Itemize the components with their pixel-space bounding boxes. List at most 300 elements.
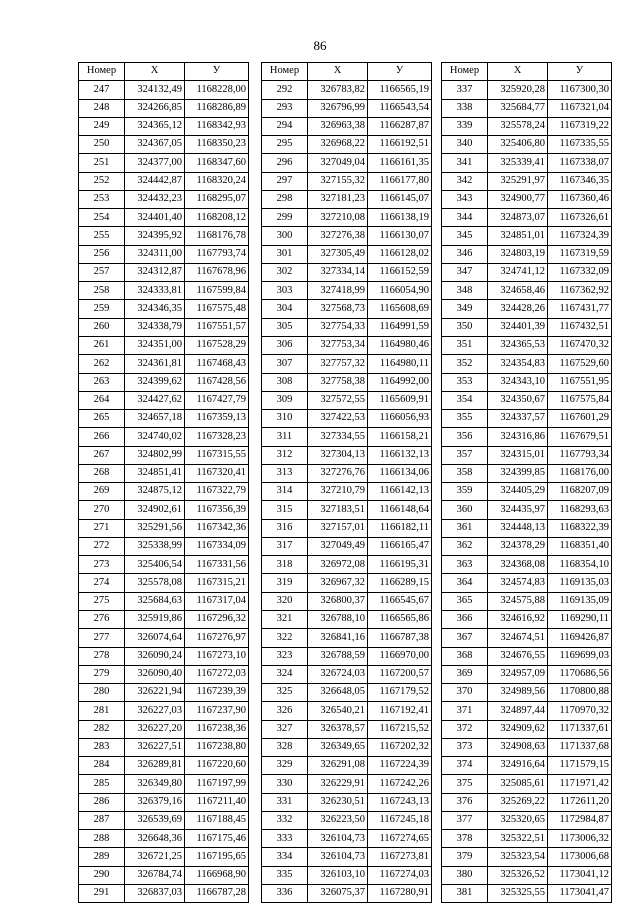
- x-coordinate: 326837,03: [125, 884, 185, 902]
- y-coordinate: 1167245,18: [368, 811, 432, 829]
- table-row: [442, 410, 612, 428]
- point-number: 366: [442, 610, 488, 628]
- point-number: 254: [79, 209, 125, 227]
- x-coordinate: 324316,86: [488, 428, 548, 446]
- x-coordinate: 326090,40: [125, 665, 185, 683]
- y-coordinate: 1169699,03: [548, 647, 612, 665]
- table-row: [442, 227, 612, 245]
- y-coordinate: 1173041,12: [548, 866, 612, 884]
- point-number: 315: [262, 501, 308, 519]
- x-coordinate: 325323,54: [488, 848, 548, 866]
- x-coordinate: 324399,62: [125, 373, 185, 391]
- point-number: 307: [262, 355, 308, 373]
- y-coordinate: 1166138,19: [368, 209, 432, 227]
- table-row: [262, 81, 432, 99]
- x-coordinate: 324957,09: [488, 665, 548, 683]
- table-row: [442, 884, 612, 902]
- table-row: [442, 136, 612, 154]
- x-coordinate: 325339,41: [488, 154, 548, 172]
- point-number: 346: [442, 245, 488, 263]
- table-row: [442, 483, 612, 501]
- table-row: [79, 99, 249, 117]
- table-row: [262, 501, 432, 519]
- y-coordinate: 1166132,13: [368, 446, 432, 464]
- y-coordinate: 1168354,10: [548, 556, 612, 574]
- table-row: [79, 866, 249, 884]
- x-coordinate: 326223,50: [308, 811, 368, 829]
- y-coordinate: 1165609,91: [368, 391, 432, 409]
- table-row: [262, 336, 432, 354]
- table-row: [262, 738, 432, 756]
- point-number: 285: [79, 775, 125, 793]
- y-coordinate: 1167528,29: [185, 336, 249, 354]
- point-number: 328: [262, 738, 308, 756]
- point-number: 348: [442, 282, 488, 300]
- x-coordinate: 324350,67: [488, 391, 548, 409]
- table-row: [262, 464, 432, 482]
- point-number: 333: [262, 830, 308, 848]
- point-number: 255: [79, 227, 125, 245]
- x-coordinate: 324337,57: [488, 410, 548, 428]
- table-row: [262, 775, 432, 793]
- x-coordinate: 326796,99: [308, 99, 368, 117]
- y-coordinate: 1167220,60: [185, 757, 249, 775]
- x-coordinate: 324395,92: [125, 227, 185, 245]
- coordinate-table-3: [441, 62, 612, 903]
- y-coordinate: 1166177,80: [368, 172, 432, 190]
- table-row: [262, 446, 432, 464]
- y-coordinate: 1166128,02: [368, 245, 432, 263]
- x-coordinate: 326227,03: [125, 702, 185, 720]
- x-coordinate: 324902,61: [125, 501, 185, 519]
- table-row: [79, 355, 249, 373]
- point-number: 248: [79, 99, 125, 117]
- y-coordinate: 1167332,09: [548, 263, 612, 281]
- table-row: [262, 793, 432, 811]
- x-coordinate: 326378,57: [308, 720, 368, 738]
- table-row: [442, 811, 612, 829]
- point-number: 259: [79, 300, 125, 318]
- y-coordinate: 1172611,20: [548, 793, 612, 811]
- table-row: [262, 136, 432, 154]
- point-number: 301: [262, 245, 308, 263]
- y-coordinate: 1165608,69: [368, 300, 432, 318]
- x-coordinate: 324875,12: [125, 483, 185, 501]
- point-number: 261: [79, 336, 125, 354]
- point-number: 288: [79, 830, 125, 848]
- table-row: [442, 263, 612, 281]
- table-row: [442, 665, 612, 683]
- point-number: 260: [79, 318, 125, 336]
- x-coordinate: 324435,97: [488, 501, 548, 519]
- table-row: [262, 811, 432, 829]
- table-row: [262, 830, 432, 848]
- table-row: [262, 884, 432, 902]
- y-coordinate: 1167315,21: [185, 574, 249, 592]
- table-row: [79, 373, 249, 391]
- header-number: Номер: [262, 63, 308, 81]
- y-coordinate: 1167273,10: [185, 647, 249, 665]
- x-coordinate: 326540,21: [308, 702, 368, 720]
- y-coordinate: 1168351,40: [548, 537, 612, 555]
- point-number: 295: [262, 136, 308, 154]
- point-number: 322: [262, 629, 308, 647]
- point-number: 298: [262, 190, 308, 208]
- x-coordinate: 325291,56: [125, 519, 185, 537]
- point-number: 365: [442, 592, 488, 610]
- table-row: [262, 519, 432, 537]
- x-coordinate: 325322,51: [488, 830, 548, 848]
- y-coordinate: 1164992,00: [368, 373, 432, 391]
- x-coordinate: 324575,88: [488, 592, 548, 610]
- point-number: 256: [79, 245, 125, 263]
- y-coordinate: 1166161,35: [368, 154, 432, 172]
- table-row: [262, 154, 432, 172]
- x-coordinate: 325338,99: [125, 537, 185, 555]
- point-number: 314: [262, 483, 308, 501]
- y-coordinate: 1167346,35: [548, 172, 612, 190]
- y-coordinate: 1167551,95: [548, 373, 612, 391]
- y-coordinate: 1164980,46: [368, 336, 432, 354]
- point-number: 284: [79, 757, 125, 775]
- table-row: [442, 592, 612, 610]
- header-y: У: [185, 63, 249, 81]
- table-row: [262, 190, 432, 208]
- table-row: [442, 556, 612, 574]
- y-coordinate: 1173041,47: [548, 884, 612, 902]
- y-coordinate: 1167315,55: [185, 446, 249, 464]
- x-coordinate: 324909,62: [488, 720, 548, 738]
- x-coordinate: 324802,99: [125, 446, 185, 464]
- point-number: 312: [262, 446, 308, 464]
- x-coordinate: 325919,86: [125, 610, 185, 628]
- point-number: 336: [262, 884, 308, 902]
- table-row: [79, 537, 249, 555]
- point-number: 283: [79, 738, 125, 756]
- y-coordinate: 1166787,28: [185, 884, 249, 902]
- point-number: 381: [442, 884, 488, 902]
- x-coordinate: 327304,13: [308, 446, 368, 464]
- table-row: [442, 720, 612, 738]
- x-coordinate: 324378,29: [488, 537, 548, 555]
- point-number: 329: [262, 757, 308, 775]
- table-row: [79, 665, 249, 683]
- x-coordinate: 324658,46: [488, 282, 548, 300]
- point-number: 341: [442, 154, 488, 172]
- x-coordinate: 326783,82: [308, 81, 368, 99]
- x-coordinate: 325684,77: [488, 99, 548, 117]
- point-number: 294: [262, 117, 308, 135]
- point-number: 360: [442, 501, 488, 519]
- x-coordinate: 324132,49: [125, 81, 185, 99]
- x-coordinate: 326221,94: [125, 684, 185, 702]
- table-row: [262, 227, 432, 245]
- y-coordinate: 1167238,80: [185, 738, 249, 756]
- x-coordinate: 324315,01: [488, 446, 548, 464]
- y-coordinate: 1167202,32: [368, 738, 432, 756]
- table-row: [442, 775, 612, 793]
- y-coordinate: 1167324,39: [548, 227, 612, 245]
- x-coordinate: 327210,79: [308, 483, 368, 501]
- x-coordinate: 326349,65: [308, 738, 368, 756]
- x-coordinate: 326227,20: [125, 720, 185, 738]
- y-coordinate: 1167360,46: [548, 190, 612, 208]
- x-coordinate: 324657,18: [125, 410, 185, 428]
- x-coordinate: 324873,07: [488, 209, 548, 227]
- table-row: [79, 684, 249, 702]
- point-number: 351: [442, 336, 488, 354]
- y-coordinate: 1167328,23: [185, 428, 249, 446]
- y-coordinate: 1167300,30: [548, 81, 612, 99]
- y-coordinate: 1167319,59: [548, 245, 612, 263]
- point-number: 279: [79, 665, 125, 683]
- x-coordinate: 326227,51: [125, 738, 185, 756]
- y-coordinate: 1172984,87: [548, 811, 612, 829]
- y-coordinate: 1166289,15: [368, 574, 432, 592]
- point-number: 264: [79, 391, 125, 409]
- x-coordinate: 325269,22: [488, 793, 548, 811]
- y-coordinate: 1169290,11: [548, 610, 612, 628]
- x-coordinate: 327568,73: [308, 300, 368, 318]
- x-coordinate: 324989,56: [488, 684, 548, 702]
- table-row: [262, 556, 432, 574]
- y-coordinate: 1167679,51: [548, 428, 612, 446]
- table-row: [79, 720, 249, 738]
- point-number: 277: [79, 629, 125, 647]
- x-coordinate: 324405,29: [488, 483, 548, 501]
- point-number: 309: [262, 391, 308, 409]
- table-row: [262, 610, 432, 628]
- point-number: 267: [79, 446, 125, 464]
- point-number: 252: [79, 172, 125, 190]
- y-coordinate: 1167322,79: [185, 483, 249, 501]
- table-row: [262, 300, 432, 318]
- table-row: [262, 209, 432, 227]
- point-number: 257: [79, 263, 125, 281]
- y-coordinate: 1170970,32: [548, 702, 612, 720]
- y-coordinate: 1168176,78: [185, 227, 249, 245]
- point-number: 290: [79, 866, 125, 884]
- y-coordinate: 1170800,88: [548, 684, 612, 702]
- y-coordinate: 1168322,39: [548, 519, 612, 537]
- table-row: [442, 154, 612, 172]
- x-coordinate: 324367,05: [125, 136, 185, 154]
- y-coordinate: 1167342,36: [185, 519, 249, 537]
- y-coordinate: 1166054,90: [368, 282, 432, 300]
- table-row: [262, 99, 432, 117]
- x-coordinate: 326104,73: [308, 830, 368, 848]
- y-coordinate: 1167793,74: [185, 245, 249, 263]
- y-coordinate: 1168350,23: [185, 136, 249, 154]
- x-coordinate: 324676,55: [488, 647, 548, 665]
- x-coordinate: 327334,14: [308, 263, 368, 281]
- table-row: [442, 446, 612, 464]
- y-coordinate: 1167432,51: [548, 318, 612, 336]
- y-coordinate: 1168347,60: [185, 154, 249, 172]
- table-row: [79, 282, 249, 300]
- point-number: 380: [442, 866, 488, 884]
- table-row: [79, 464, 249, 482]
- table-row: [79, 410, 249, 428]
- point-number: 282: [79, 720, 125, 738]
- point-number: 373: [442, 738, 488, 756]
- header-number: Номер: [442, 63, 488, 81]
- x-coordinate: 326841,16: [308, 629, 368, 647]
- table-row: [442, 793, 612, 811]
- y-coordinate: 1167188,45: [185, 811, 249, 829]
- table-row: [262, 391, 432, 409]
- y-coordinate: 1166158,21: [368, 428, 432, 446]
- point-number: 308: [262, 373, 308, 391]
- y-coordinate: 1167195,65: [185, 848, 249, 866]
- table-row: [262, 629, 432, 647]
- coordinate-table-1: [78, 62, 249, 903]
- x-coordinate: 325291,97: [488, 172, 548, 190]
- point-number: 356: [442, 428, 488, 446]
- x-coordinate: 325406,80: [488, 136, 548, 154]
- header-x: X: [308, 63, 368, 81]
- y-coordinate: 1167575,48: [185, 300, 249, 318]
- table-row: [442, 519, 612, 537]
- x-coordinate: 324740,02: [125, 428, 185, 446]
- point-number: 263: [79, 373, 125, 391]
- y-coordinate: 1167601,29: [548, 410, 612, 428]
- point-number: 250: [79, 136, 125, 154]
- point-number: 296: [262, 154, 308, 172]
- x-coordinate: 326972,08: [308, 556, 368, 574]
- x-coordinate: 324346,35: [125, 300, 185, 318]
- y-coordinate: 1166145,07: [368, 190, 432, 208]
- table-row: [79, 172, 249, 190]
- point-number: 297: [262, 172, 308, 190]
- point-number: 303: [262, 282, 308, 300]
- point-number: 321: [262, 610, 308, 628]
- table-row: [79, 501, 249, 519]
- y-coordinate: 1166134,06: [368, 464, 432, 482]
- y-coordinate: 1167356,39: [185, 501, 249, 519]
- table-row: [442, 830, 612, 848]
- table-row: [262, 373, 432, 391]
- point-number: 273: [79, 556, 125, 574]
- x-coordinate: 324368,08: [488, 556, 548, 574]
- table-row: [79, 702, 249, 720]
- point-number: 344: [442, 209, 488, 227]
- table-row: [79, 117, 249, 135]
- x-coordinate: 327334,55: [308, 428, 368, 446]
- x-coordinate: 325325,55: [488, 884, 548, 902]
- x-coordinate: 324908,63: [488, 738, 548, 756]
- x-coordinate: 326963,38: [308, 117, 368, 135]
- x-coordinate: 327753,34: [308, 336, 368, 354]
- y-coordinate: 1167793,34: [548, 446, 612, 464]
- x-coordinate: 324741,12: [488, 263, 548, 281]
- table-row: [442, 501, 612, 519]
- y-coordinate: 1166543,54: [368, 99, 432, 117]
- y-coordinate: 1167431,77: [548, 300, 612, 318]
- point-number: 287: [79, 811, 125, 829]
- point-number: 266: [79, 428, 125, 446]
- x-coordinate: 326349,80: [125, 775, 185, 793]
- x-coordinate: 326724,03: [308, 665, 368, 683]
- table-row: [442, 117, 612, 135]
- y-coordinate: 1168228,00: [185, 81, 249, 99]
- point-number: 358: [442, 464, 488, 482]
- point-number: 272: [79, 537, 125, 555]
- point-number: 324: [262, 665, 308, 683]
- table-row: [262, 720, 432, 738]
- y-coordinate: 1167326,61: [548, 209, 612, 227]
- table-row: [262, 665, 432, 683]
- y-coordinate: 1166968,90: [185, 866, 249, 884]
- y-coordinate: 1167529,60: [548, 355, 612, 373]
- x-coordinate: 327276,76: [308, 464, 368, 482]
- x-coordinate: 327157,01: [308, 519, 368, 537]
- y-coordinate: 1169135,03: [548, 574, 612, 592]
- table-row: [79, 190, 249, 208]
- table-row: [79, 209, 249, 227]
- table-row: [79, 519, 249, 537]
- point-number: 342: [442, 172, 488, 190]
- point-number: 325: [262, 684, 308, 702]
- x-coordinate: 324897,44: [488, 702, 548, 720]
- x-coordinate: 325684,63: [125, 592, 185, 610]
- y-coordinate: 1167362,92: [548, 282, 612, 300]
- table-row: [79, 428, 249, 446]
- point-number: 343: [442, 190, 488, 208]
- point-number: 377: [442, 811, 488, 829]
- x-coordinate: 324354,83: [488, 355, 548, 373]
- x-coordinate: 325578,24: [488, 117, 548, 135]
- y-coordinate: 1164980,11: [368, 355, 432, 373]
- point-number: 280: [79, 684, 125, 702]
- x-coordinate: 324851,01: [488, 227, 548, 245]
- table-row: [442, 99, 612, 117]
- page-number: 86: [313, 38, 327, 53]
- y-coordinate: 1167242,26: [368, 775, 432, 793]
- x-coordinate: 326090,24: [125, 647, 185, 665]
- point-number: 363: [442, 556, 488, 574]
- header-y: У: [548, 63, 612, 81]
- point-number: 313: [262, 464, 308, 482]
- table-row: [79, 884, 249, 902]
- x-coordinate: 326230,51: [308, 793, 368, 811]
- point-number: 376: [442, 793, 488, 811]
- point-number: 271: [79, 519, 125, 537]
- x-coordinate: 324916,64: [488, 757, 548, 775]
- point-number: 372: [442, 720, 488, 738]
- x-coordinate: 324574,83: [488, 574, 548, 592]
- table-row: [79, 154, 249, 172]
- y-coordinate: 1167273,81: [368, 848, 432, 866]
- y-coordinate: 1167334,09: [185, 537, 249, 555]
- y-coordinate: 1167243,13: [368, 793, 432, 811]
- point-number: 352: [442, 355, 488, 373]
- point-number: 253: [79, 190, 125, 208]
- x-coordinate: 327210,08: [308, 209, 368, 227]
- point-number: 326: [262, 702, 308, 720]
- table-row: [79, 136, 249, 154]
- y-coordinate: 1167274,03: [368, 866, 432, 884]
- header-x: X: [488, 63, 548, 81]
- point-number: 278: [79, 647, 125, 665]
- point-number: 300: [262, 227, 308, 245]
- point-number: 353: [442, 373, 488, 391]
- x-coordinate: 324365,53: [488, 336, 548, 354]
- point-number: 323: [262, 647, 308, 665]
- table-row: [262, 245, 432, 263]
- point-number: 306: [262, 336, 308, 354]
- y-coordinate: 1166130,07: [368, 227, 432, 245]
